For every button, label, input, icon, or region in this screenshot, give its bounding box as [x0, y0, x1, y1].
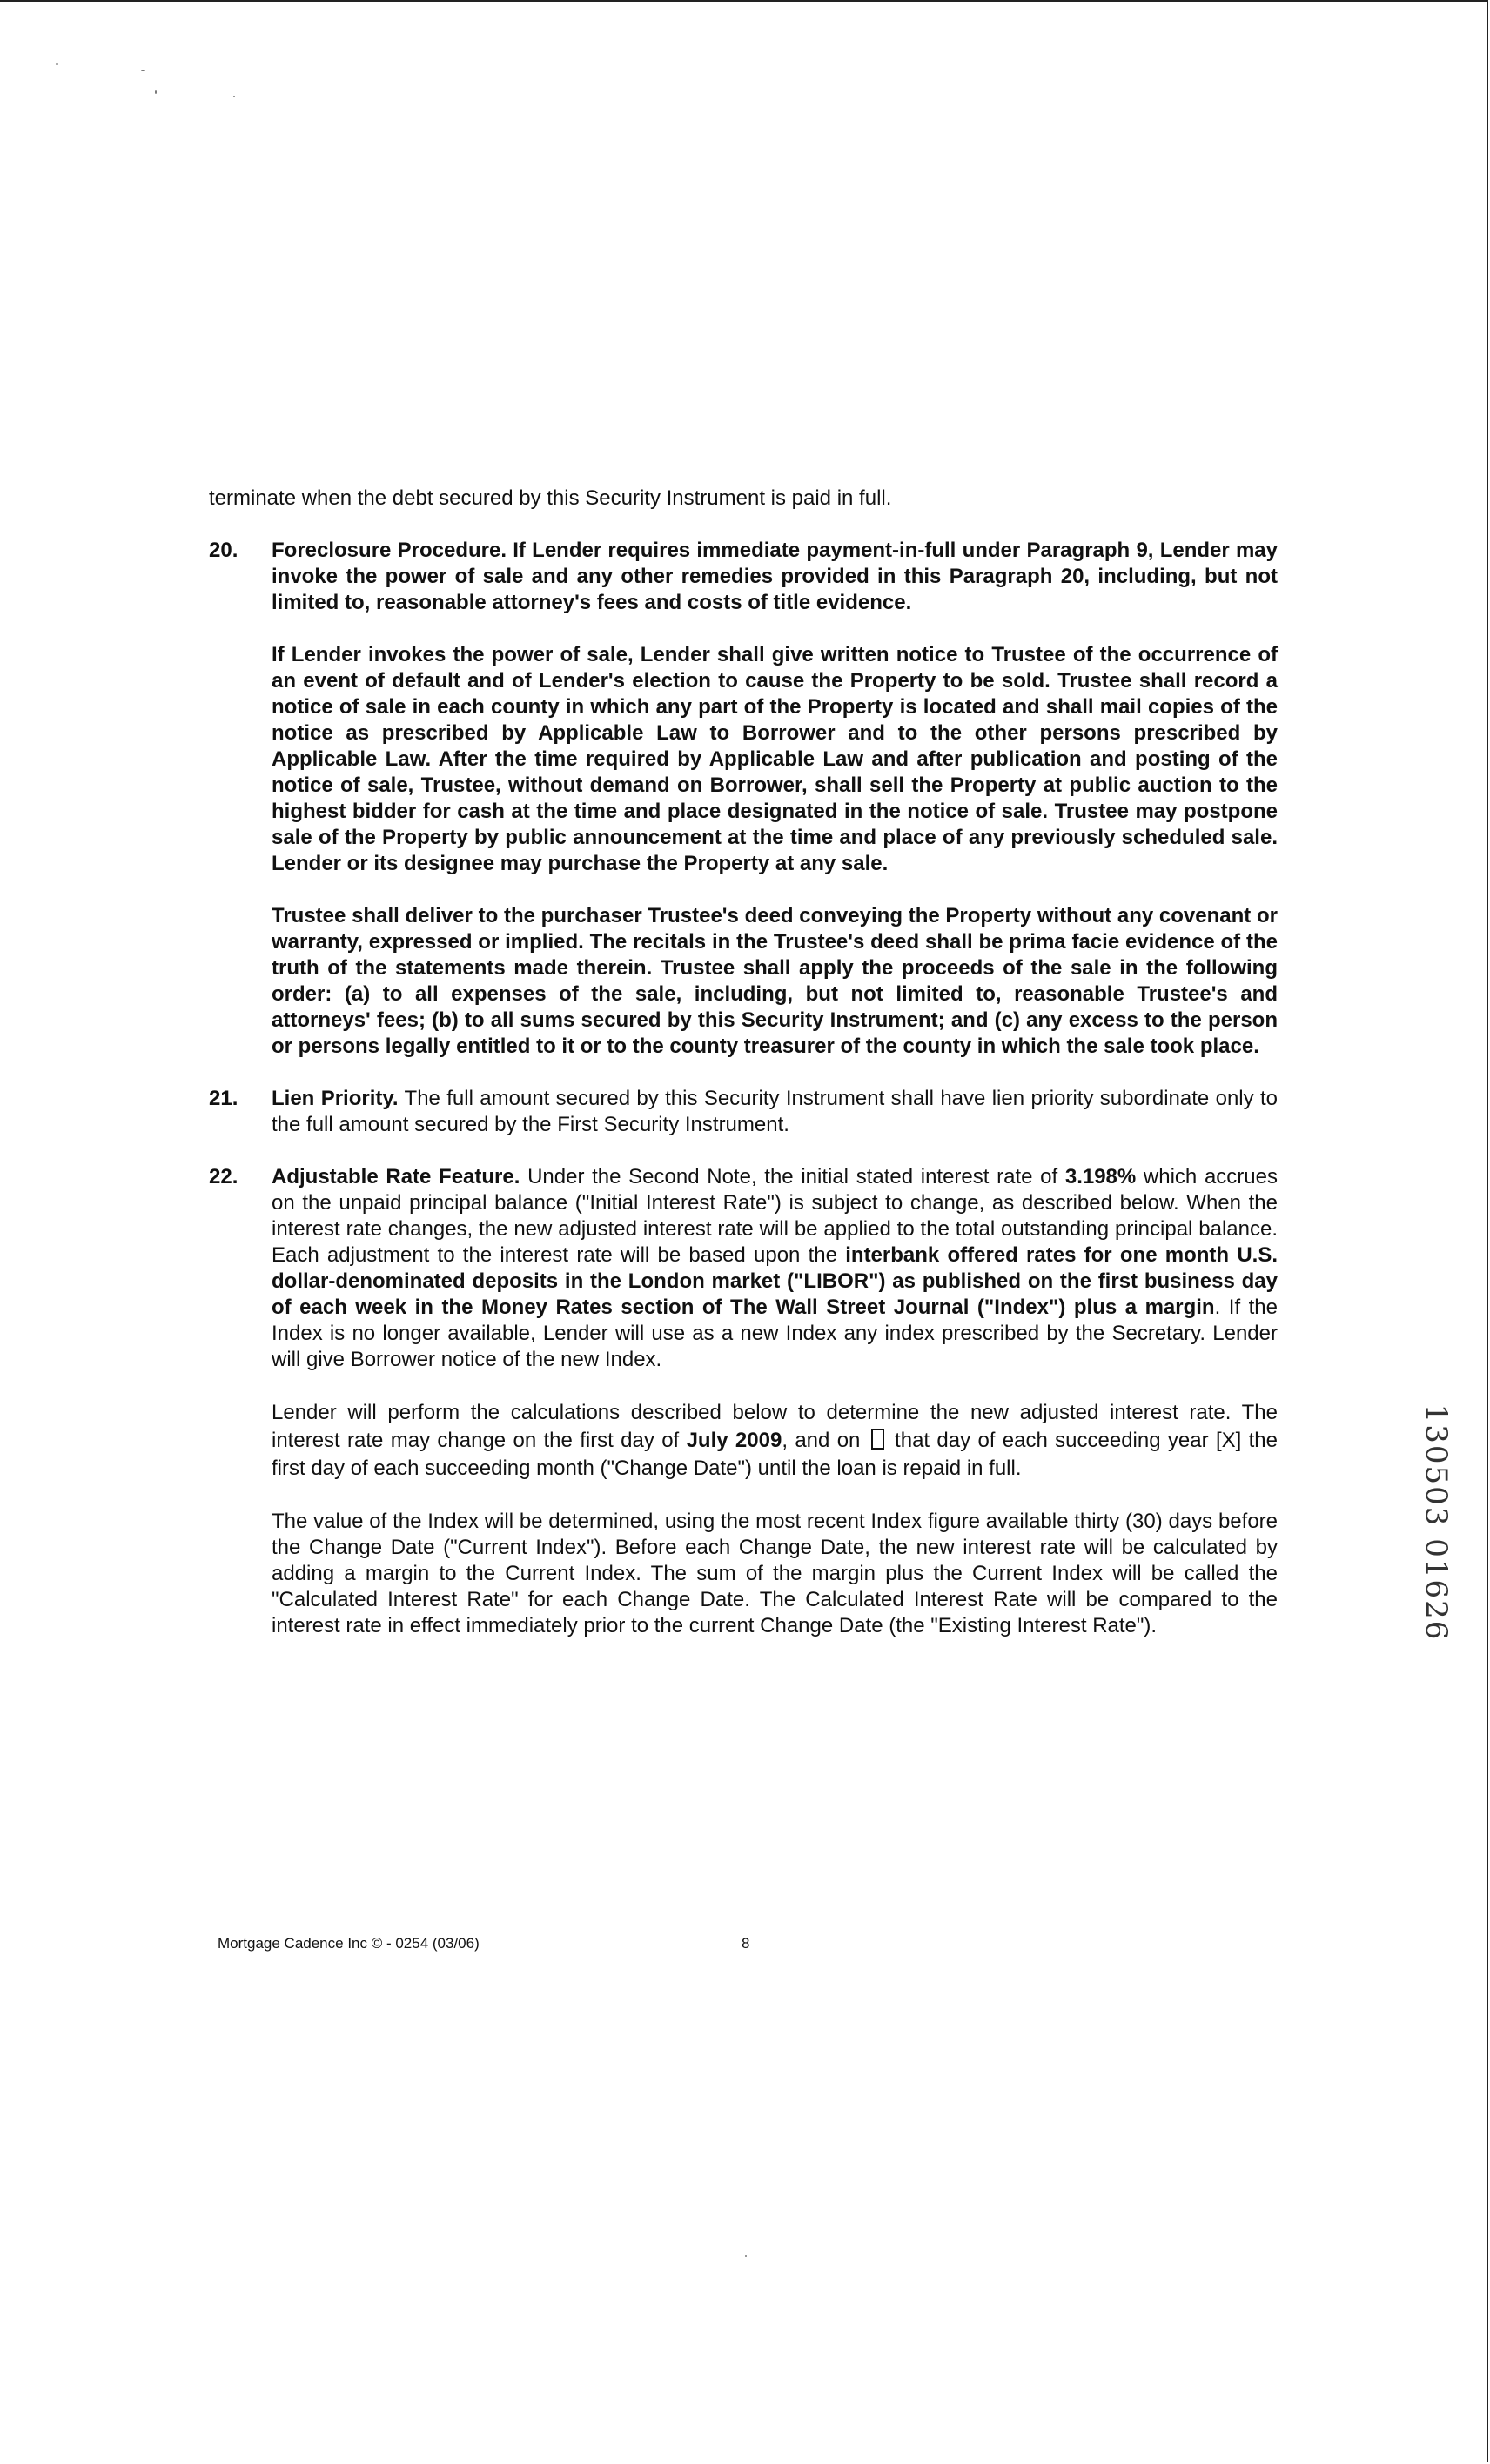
margin-stamp-text: 130503 01626 [1419, 1403, 1453, 1642]
section-text: . If the Index is no longer available, Lender will use as a new Index any index prescribed by the Secretary. Lender will give Borrower notice of the new Index. [272, 1296, 1279, 1371]
first-change-date: July 2009 [686, 1429, 782, 1452]
section-text: The full amount secured by this Security Instrument shall have lien priority subordinate only to the full amount secured by the First Security Instrument. [272, 1087, 1278, 1136]
section-title: Foreclosure Procedure. [272, 539, 507, 562]
section-number: 20. [209, 539, 238, 562]
section-text: If Lender requires immediate payment-in-full under Paragraph 9, Lender may invoke the power of sale and any other remedies provided in this Paragraph 20, including, but not limited to, reasonable attorney's fees and costs of title evidence. [272, 539, 1279, 614]
section-text: the first day of each succeeding month ("Change Date") until the loan is repaid in full. [272, 1429, 1278, 1480]
section-21 [209, 1086, 1278, 1138]
scan-speck [56, 63, 58, 65]
carryover-text: terminate when the debt secured by this Security Instrument is paid in full. [209, 486, 892, 510]
section-text: , and on [782, 1429, 868, 1452]
section-title: Lien Priority. [272, 1087, 399, 1110]
document-body [209, 485, 1278, 1639]
scan-speck [155, 90, 157, 94]
section-22-para-1 [272, 1164, 1278, 1373]
scan-speck [745, 2255, 747, 2257]
section-text: that day of each succeeding year [887, 1429, 1216, 1452]
section-text: Lender will perform the calculations described below to determine the new adjusted interest rate. The interest rate may change on the first day of [272, 1401, 1278, 1452]
page-number: 8 [742, 1935, 750, 1952]
index-definition: interbank offered rates for one month U.S. dollar-denominated deposits in the London market ("LIBOR") as published on the first business day of each week in the Money Rates section of The Wall Street Journal ("Index") plus a margin [272, 1243, 1278, 1319]
section-title: Adjustable Rate Feature. [272, 1165, 520, 1188]
section-22 [209, 1164, 1278, 1639]
initial-rate: 3.198% [1064, 1165, 1137, 1188]
section-22-para-2 [272, 1399, 1278, 1483]
section-text: which accrues on the unpaid principal balance ("Initial Interest Rate") is subject to change, as described below. When the interest rate changes, the new adjusted interest rate will be applied to the total outstanding principal balance. Each adjustment to the interest rate will be based upon the [272, 1165, 1278, 1267]
margin-stamp [1417, 1403, 1455, 1642]
section-20 [209, 538, 1278, 1060]
section-number: 21. [209, 1087, 238, 1110]
yearly-checkbox [871, 1429, 884, 1450]
monthly-checkbox-checked: [X] [1215, 1429, 1242, 1452]
form-identifier: Mortgage Cadence Inc © - 0254 (03/06) [218, 1935, 480, 1952]
section-number: 22. [209, 1165, 238, 1188]
scan-speck [233, 96, 235, 97]
scan-speck [141, 70, 145, 71]
section-text: Under the Second Note, the initial stated interest rate of [520, 1165, 1065, 1188]
section-20-para-3: Trustee shall deliver to the purchaser Trustee's deed conveying the Property without any covenant or warranty, expressed or implied. The recitals in the Trustee's deed shall be prima facie evidence of the truth of the statements made therein. Trustee shall apply the proceeds of the sale in the following order: (a) to all expenses of the sale, including, but not limited to, reasonable Trustee's and attorneys' fees; (b) to all sums secured by this Security Instrument; and (c) any excess to the person or persons legally entitled to it or to the county treasurer of the county in which the sale took place. [272, 904, 1278, 1058]
section-22-para-3: The value of the Index will be determined, using the most recent Index figure available thirty (30) days before the Change Date ("Current Index"). Before each Change Date, the new interest rate will be calculated by adding a margin to the Current Index. The sum of the margin plus the Current Index will be called the "Calculated Interest Rate" for each Change Date. The Calculated Interest Rate will be compared to the interest rate in effect immediately prior to the current Change Date (the "Existing Interest Rate"). [272, 1510, 1278, 1637]
section-21-para [272, 1086, 1278, 1138]
section-20-para-2: If Lender invokes the power of sale, Lender shall give written notice to Trustee of the occurrence of an event of default and of Lender's election to cause the Property to be sold. Trustee shall record a notice of sale in each county in which any part of the Property is located and shall mail copies of the notice as prescribed by Applicable Law to Borrower and to the other persons prescribed by Applicable Law. After the time required by Applicable Law and after publication and posting of the notice of sale, Trustee, without demand on Borrower, shall sell the Property at public auction to the highest bidder for cash at the time and place designated in the notice of sale. Trustee may postpone sale of the Property by public announcement at the time and place of any previously scheduled sale. Lender or its designee may purchase the Property at any sale. [272, 643, 1278, 875]
section-20-para-1 [272, 538, 1278, 616]
